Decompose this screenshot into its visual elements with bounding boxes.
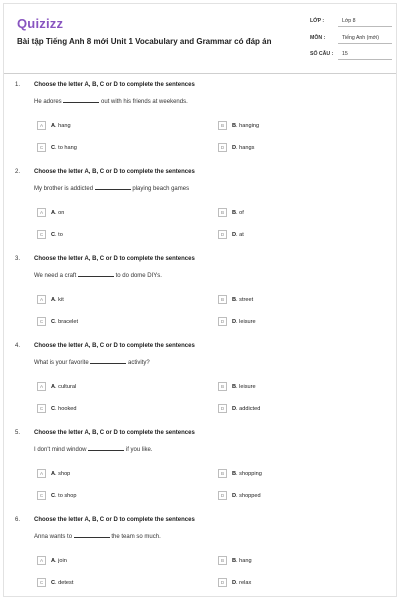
- answer-blank: [88, 450, 124, 451]
- option-label: B. hanging: [232, 122, 260, 129]
- question-prompt: Choose the letter A, B, C or D to complete the sentences: [34, 256, 195, 262]
- option-text: to: [58, 231, 63, 238]
- sentence-start: We need a craft: [34, 273, 77, 279]
- info-divider: [338, 43, 392, 44]
- option-label: D. hangs: [232, 144, 255, 151]
- option-label: B. hang: [232, 557, 252, 564]
- option-letter-box: A: [37, 295, 46, 304]
- question-number: 3.: [15, 256, 21, 262]
- question-block: [4, 169, 396, 256]
- option-text: join: [58, 557, 67, 564]
- option-letter: A: [51, 122, 56, 129]
- option-label: B. leisure: [232, 383, 256, 390]
- sentence-end: if you like.: [125, 447, 153, 453]
- question-sentence: [34, 447, 153, 453]
- info-count-value: 15: [342, 51, 348, 57]
- option-text: relax: [239, 579, 252, 586]
- option-label: B. shopping: [232, 470, 262, 477]
- option-letter: C: [51, 318, 56, 325]
- option-text: hanging: [239, 122, 260, 129]
- question-prompt: Choose the letter A, B, C or D to complete the sentences: [34, 82, 195, 88]
- question-sentence: [34, 273, 162, 279]
- answer-blank: [63, 102, 99, 103]
- option-letter-box: B: [218, 295, 227, 304]
- option-label: D. at: [232, 231, 244, 238]
- option-letter-box: A: [37, 469, 46, 478]
- option-label: C. detest: [51, 579, 74, 586]
- question-prompt: Choose the letter A, B, C or D to complete the sentences: [34, 343, 195, 349]
- option-letter-box: D: [218, 230, 227, 239]
- question-number: 5.: [15, 430, 21, 436]
- option-letter-box: B: [218, 208, 227, 217]
- worksheet-page: [3, 3, 397, 597]
- sentence-end: the team so much.: [111, 534, 161, 540]
- option-text: cultural: [58, 383, 77, 390]
- option-text: shop: [58, 470, 71, 477]
- option-letter: C: [51, 231, 56, 238]
- option-label: A. shop: [51, 470, 71, 477]
- option-text: addicted: [239, 405, 261, 412]
- option-letter: D: [232, 231, 237, 238]
- option-letter: D: [232, 405, 237, 412]
- option-letter: B: [232, 296, 237, 303]
- option-letter-box: C: [37, 404, 46, 413]
- sentence-end: out with his friends at weekends.: [101, 99, 188, 105]
- sentence-start: What is your favorite: [34, 360, 89, 366]
- option-text: kit: [58, 296, 64, 303]
- option-letter-box: D: [218, 404, 227, 413]
- sentence-end: to do dome DIYs.: [115, 273, 162, 279]
- question-sentence: [34, 360, 150, 366]
- option-label: C. bracelet: [51, 318, 79, 325]
- answer-blank: [95, 189, 131, 190]
- info-class-value: Lớp 8: [342, 18, 356, 24]
- option-letter: D: [232, 492, 237, 499]
- answer-blank: [90, 363, 126, 364]
- option-text: leisure: [239, 383, 256, 390]
- question-block: [4, 343, 396, 430]
- option-letter: D: [232, 579, 237, 586]
- question-number: 2.: [15, 169, 21, 175]
- option-letter: D: [232, 318, 237, 325]
- option-text: bracelet: [58, 318, 79, 325]
- option-letter-box: B: [218, 556, 227, 565]
- option-letter: B: [232, 383, 237, 390]
- option-text: to shop: [58, 492, 77, 499]
- option-letter-box: B: [218, 382, 227, 391]
- option-label: A. kit: [51, 296, 64, 303]
- question-block: [4, 82, 396, 169]
- option-text: of: [239, 209, 244, 216]
- quizizz-logo: Quizizz: [17, 16, 64, 31]
- option-letter-box: D: [218, 491, 227, 500]
- option-text: hang: [58, 122, 71, 129]
- option-letter-box: A: [37, 382, 46, 391]
- option-letter-box: C: [37, 491, 46, 500]
- info-divider: [338, 59, 392, 60]
- option-text: shopping: [239, 470, 262, 477]
- option-letter: B: [232, 209, 237, 216]
- info-divider: [338, 26, 392, 27]
- sentence-start: I don't mind window: [34, 447, 87, 453]
- info-count-label: SỐ CÂU :: [310, 51, 334, 57]
- option-letter-box: B: [218, 469, 227, 478]
- sentence-end: playing beach games: [132, 186, 190, 192]
- question-prompt: Choose the letter A, B, C or D to complete the sentences: [34, 169, 195, 175]
- option-label: B. of: [232, 209, 244, 216]
- option-label: C. to: [51, 231, 63, 238]
- question-number: 6.: [15, 517, 21, 523]
- option-letter: A: [51, 470, 56, 477]
- option-letter: C: [51, 144, 56, 151]
- option-label: D. relax: [232, 579, 252, 586]
- option-letter-box: C: [37, 230, 46, 239]
- option-label: D. shopped: [232, 492, 261, 499]
- question-block: [4, 517, 396, 600]
- answer-blank: [74, 537, 110, 538]
- question-sentence: [34, 534, 161, 540]
- option-letter: B: [232, 122, 237, 129]
- option-letter-box: D: [218, 317, 227, 326]
- option-text: on: [58, 209, 65, 216]
- question-sentence: [34, 99, 188, 105]
- question-sentence: [34, 186, 189, 192]
- option-letter: A: [51, 383, 56, 390]
- question-block: [4, 430, 396, 517]
- option-letter-box: D: [218, 578, 227, 587]
- option-text: to hang: [58, 144, 77, 151]
- answer-blank: [78, 276, 114, 277]
- option-letter-box: C: [37, 578, 46, 587]
- option-label: C. hooked: [51, 405, 77, 412]
- option-label: C. to hang: [51, 144, 77, 151]
- question-block: [4, 256, 396, 343]
- option-letter: C: [51, 579, 56, 586]
- question-prompt: Choose the letter A, B, C or D to complete the sentences: [34, 430, 195, 436]
- info-class-label: LỚP :: [310, 18, 325, 24]
- option-letter: C: [51, 405, 56, 412]
- option-letter: A: [51, 296, 56, 303]
- option-letter: A: [51, 557, 56, 564]
- sentence-start: He adores: [34, 99, 62, 105]
- worksheet-title: Bài tập Tiếng Anh 8 mới Unit 1 Vocabulary and Grammar có đáp án: [17, 37, 272, 46]
- option-text: detest: [58, 579, 74, 586]
- info-subject-label: MÔN :: [310, 35, 326, 41]
- option-letter: A: [51, 209, 56, 216]
- sentence-end: activity?: [128, 360, 150, 366]
- option-letter-box: C: [37, 143, 46, 152]
- option-text: leisure: [239, 318, 256, 325]
- option-text: hooked: [58, 405, 77, 412]
- option-letter: B: [232, 557, 237, 564]
- option-letter-box: A: [37, 121, 46, 130]
- option-label: A. hang: [51, 122, 71, 129]
- option-label: A. cultural: [51, 383, 77, 390]
- info-subject-value: Tiếng Anh (mới): [342, 35, 379, 41]
- sentence-start: Anna wants to: [34, 534, 73, 540]
- option-label: B. street: [232, 296, 254, 303]
- option-text: shopped: [239, 492, 261, 499]
- option-letter-box: A: [37, 556, 46, 565]
- option-label: A. on: [51, 209, 65, 216]
- option-label: A. join: [51, 557, 67, 564]
- option-letter-box: B: [218, 121, 227, 130]
- question-number: 1.: [15, 82, 21, 88]
- option-text: hang: [239, 557, 252, 564]
- option-text: street: [239, 296, 254, 303]
- option-letter: C: [51, 492, 56, 499]
- option-letter-box: D: [218, 143, 227, 152]
- option-label: C. to shop: [51, 492, 77, 499]
- option-text: at: [239, 231, 244, 238]
- question-number: 4.: [15, 343, 21, 349]
- option-letter-box: A: [37, 208, 46, 217]
- option-label: D. addicted: [232, 405, 261, 412]
- option-text: hangs: [239, 144, 255, 151]
- question-prompt: Choose the letter A, B, C or D to complete the sentences: [34, 517, 195, 523]
- worksheet-header: [4, 4, 396, 74]
- sentence-start: My brother is addicted: [34, 186, 94, 192]
- option-letter-box: C: [37, 317, 46, 326]
- option-letter: B: [232, 470, 237, 477]
- option-label: D. leisure: [232, 318, 256, 325]
- option-letter: D: [232, 144, 237, 151]
